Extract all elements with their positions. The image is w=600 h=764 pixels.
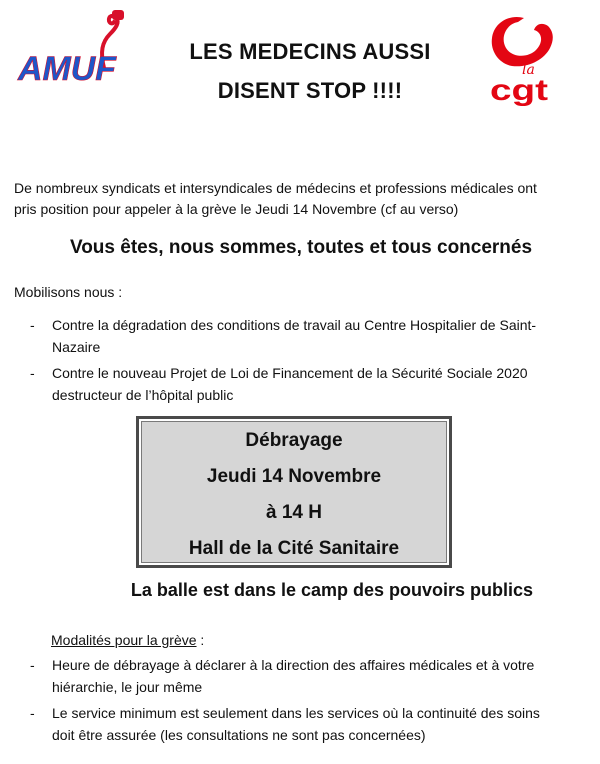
balle-heading: La balle est dans le camp des pouvoirs publics <box>130 580 534 600</box>
list-dash: - <box>30 317 35 333</box>
intro-paragraph <box>14 178 594 220</box>
intro-line-1: De nombreux syndicats et intersyndicales de médecins et professions médicales ont <box>14 180 537 196</box>
list-item-line-2: Nazaire <box>52 339 101 355</box>
list-dash: - <box>30 657 35 673</box>
cgt-logo-text: cgt <box>490 74 549 107</box>
mobilisons-list <box>30 314 590 410</box>
amuf-logo <box>16 8 128 90</box>
cgt-logo <box>484 12 562 108</box>
list-item <box>30 314 590 358</box>
event-title: Débrayage <box>245 430 343 451</box>
list-item <box>30 702 590 746</box>
list-item-line-2: destructeur de l’hôpital public <box>52 387 234 403</box>
cgt-logo-script: la <box>522 62 535 78</box>
list-item-line-1: Contre la dégradation des conditions de travail au Centre Hospitalier de Saint- <box>52 317 537 333</box>
concern-heading: Vous êtes, nous sommes, toutes et tous concernés <box>69 237 533 258</box>
cgt-bird-icon <box>492 17 553 66</box>
list-item-line-2: doit être assurée (les consultations ne sont pas concernées) <box>52 727 426 743</box>
modalites-label-text: Modalités pour la grève <box>51 632 197 648</box>
event-date: Jeudi 14 Novembre <box>206 466 382 487</box>
list-item-line-2: hiérarchie, le jour même <box>52 679 203 695</box>
list-item-line-1: Le service minimum est seulement dans les services où la continuité des soins <box>52 705 540 721</box>
list-item <box>30 654 590 698</box>
list-item-line-1: Heure de débrayage à déclarer à la direction des affaires médicales et à votre <box>52 657 535 673</box>
modalites-label-colon: : <box>196 632 205 648</box>
amuf-logo-hand-shape <box>112 10 124 20</box>
list-dash: - <box>30 365 35 381</box>
modalites-list <box>30 654 590 750</box>
event-box <box>136 416 452 568</box>
list-dash: - <box>30 705 35 721</box>
event-time: à 14 H <box>266 502 322 523</box>
event-location: Hall de la Cité Sanitaire <box>188 538 400 559</box>
list-item <box>30 362 590 406</box>
amuf-logo-text: AMUF <box>17 50 118 88</box>
cgt-bird-eye <box>509 29 515 35</box>
intro-line-2: pris position pour appeler à la grève le Jeudi 14 Novembre (cf au verso) <box>14 201 459 217</box>
modalites-label <box>51 630 204 650</box>
title-line-1: LES MEDECINS AUSSI <box>189 39 431 64</box>
page-title <box>140 32 480 110</box>
list-item-line-1: Contre le nouveau Projet de Loi de Financement de la Sécurité Sociale 2020 <box>52 365 528 381</box>
title-line-2: DISENT STOP !!!! <box>217 78 403 103</box>
mobilisons-label: Mobilisons nous : <box>14 284 123 300</box>
